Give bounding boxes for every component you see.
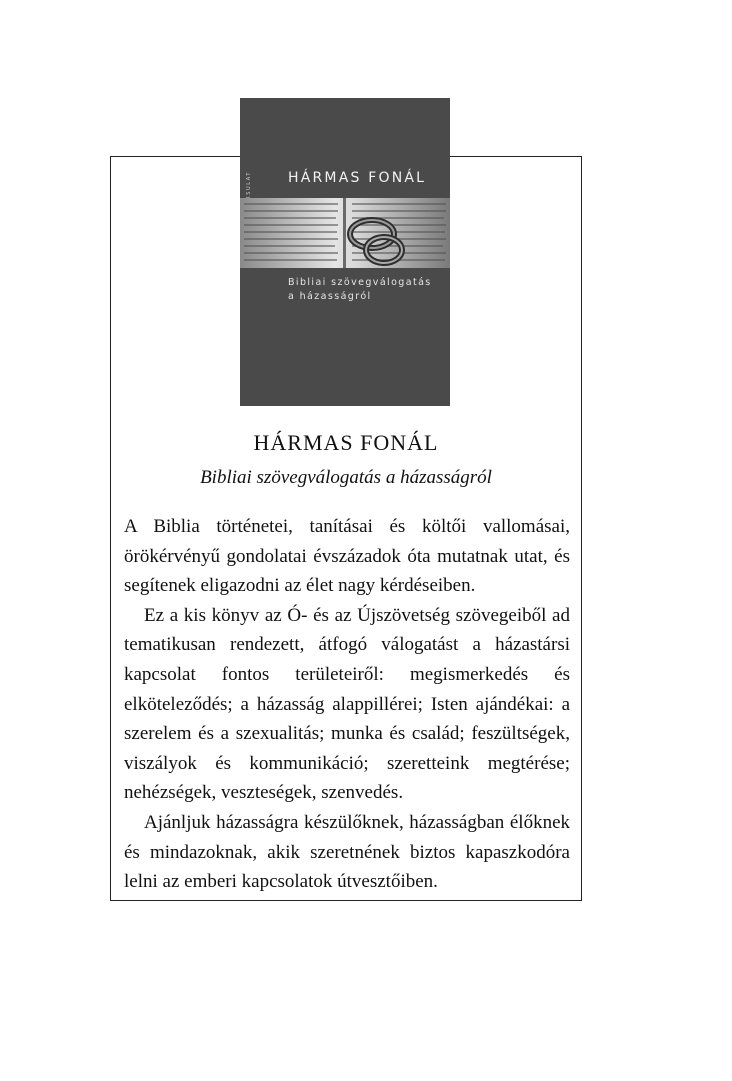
- bible-rings-photo: [240, 198, 450, 268]
- book-subtitle: Bibliai szövegválogatás a házasságról: [200, 467, 492, 488]
- cover-subtitle-line-1: Bibliai szövegválogatás: [288, 277, 432, 288]
- book-title: HÁRMAS FONÁL: [253, 430, 439, 455]
- description-paragraph-3: Ajánljuk házasságra készülőknek, házasságban élőknek és mindazoknak, akik szeretnének biztos kapaszkodóra lelni az emberi kapcsolatok útvesztőiben.: [124, 811, 570, 893]
- book-cover-image: [240, 98, 450, 406]
- cover-subtitle-line-2: a házasságról: [288, 291, 372, 302]
- cover-title: HÁRMAS FONÁL: [288, 170, 427, 186]
- description-paragraph-1: A Biblia történetei, tanításai és költői vallomásai, örökérvényű gondolatai évszázadok óta mutatnak utat, és segítenek eligazodni az élet nagy kérdéseiben.: [124, 516, 570, 597]
- book-description: [124, 512, 570, 897]
- cover-subtitle: [288, 276, 432, 304]
- description-paragraph-2: Ez a kis könyv az Ó- és az Újszövetség szövegeiből ad tematikusan rendezett, átfogó válogatást a házastársi kapcsolat fontos területeiről: megismerkedés és elköteleződés; a házasság alappillérei; Isten ajándékai: a szerelem és a szexualitás; munka és család; feszültségek, viszályok és kommunikáció; szeretteink megtérése; nehézségek, veszteségek, szenvedés.: [124, 604, 570, 804]
